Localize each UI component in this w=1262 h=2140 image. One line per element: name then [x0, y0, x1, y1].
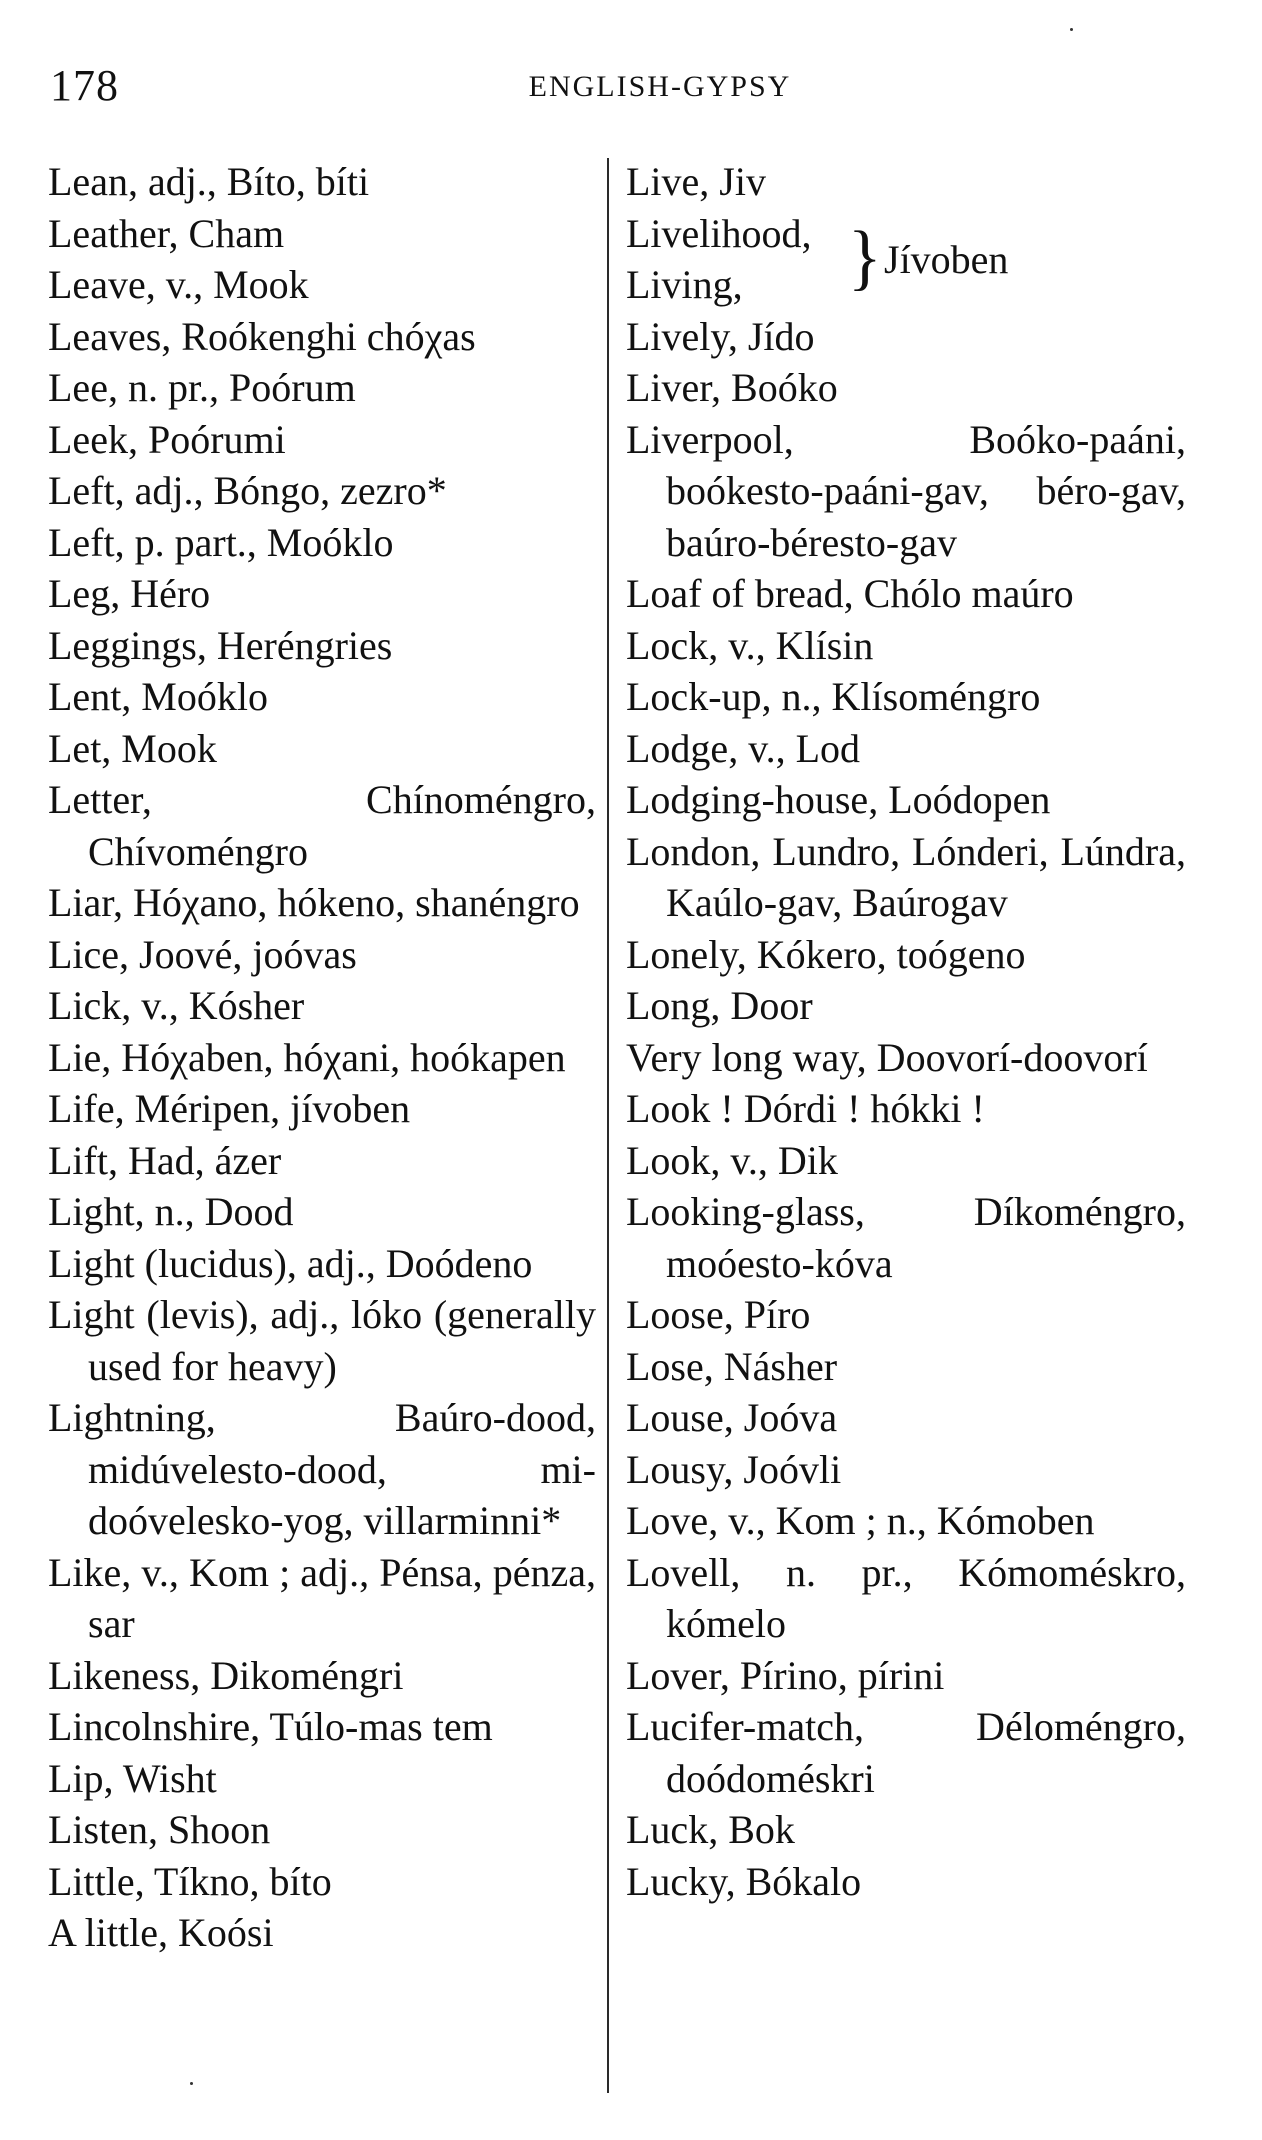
dictionary-entry: Light (levis), adj., lóko (generally used for heavy) — [48, 1292, 596, 1389]
dictionary-entry: Likeness, Dikoméngri — [48, 1652, 404, 1698]
dictionary-entry: Life, Méripen, jívoben — [48, 1086, 411, 1131]
dictionary-entry: Loaf of bread, Chólo maúro — [626, 571, 1074, 616]
dictionary-entry: Light, n., Dood — [48, 1189, 294, 1234]
dictionary-entry: Lick, v., Kósher — [48, 983, 305, 1028]
dictionary-entry: Lovell, n. pr., Kómoméskro, kómelo — [626, 1549, 1186, 1646]
left-column — [48, 156, 596, 1959]
dictionary-entry: Listen, Shoon — [48, 1807, 271, 1852]
dictionary-entry: Like, v., Kom ; adj., Pénsa, pénza, sar — [48, 1549, 596, 1646]
dictionary-entry: A little, Koósi — [48, 1910, 274, 1955]
curly-brace-icon: } — [848, 216, 882, 298]
page-number: 178 — [50, 61, 119, 110]
dictionary-entry: Lose, Násher — [626, 1343, 838, 1389]
dictionary-entry: Lousy, Joóvli — [626, 1446, 842, 1492]
running-title: ENGLISH-GYPSY — [528, 70, 792, 103]
print-speck — [190, 2082, 193, 2085]
dictionary-entry: Lucky, Bókalo — [626, 1858, 862, 1904]
dictionary-entry: Lodge, v., Lod — [626, 725, 861, 771]
dictionary-entry: Left, adj., Bóngo, zezro* — [48, 468, 447, 513]
brace-group-target: Jívoben — [884, 236, 1009, 282]
dictionary-entry: Lift, Had, ázer — [48, 1137, 282, 1183]
dictionary-entry: Live, Jiv — [626, 159, 766, 204]
dictionary-entry: Lock, v., Klísin — [626, 622, 874, 668]
dictionary-entry: Lice, Joové, joóvas — [48, 931, 357, 977]
dictionary-entry: Lightning, Baúro-dood, midúvelesto-dood, mi-doóvelesko-yog, villarminni* — [48, 1395, 596, 1543]
dictionary-entry: Loose, Píro — [626, 1292, 811, 1337]
dictionary-entry: Long, Door — [626, 983, 813, 1028]
dictionary-entry: Leg, Héro — [48, 571, 211, 616]
dictionary-entry: Leggings, Heréngries — [48, 622, 393, 668]
dictionary-entry: Look, v., Dik — [626, 1137, 838, 1183]
dictionary-entry: Love, v., Kom ; n., Kómoben — [626, 1498, 1095, 1543]
brace-group-line: Livelihood, — [626, 210, 812, 256]
dictionary-entry: Look ! Dórdi ! hókki ! — [626, 1086, 985, 1131]
dictionary-entry: Lincolnshire, Túlo-mas tem — [48, 1704, 493, 1749]
dictionary-entry: Little, Tíkno, bíto — [48, 1858, 332, 1904]
dictionary-entry: Louse, Joóva — [626, 1395, 838, 1440]
dictionary-entry: Lent, Moóklo — [48, 674, 268, 719]
dictionary-entry: Leaves, Roókenghi chóχas — [48, 313, 476, 359]
dictionary-entry: Letter, Chínoméngro, Chívoméngro — [48, 777, 596, 874]
dictionary-entry: Liverpool, Boóko-paáni, boókesto-paáni-gav, béro-gav, baúro-béresto-gav — [626, 416, 1186, 565]
dictionary-entry: Lodging-house, Loódopen — [626, 777, 1051, 822]
right-column — [626, 156, 1186, 1907]
column-divider — [607, 158, 609, 2093]
dictionary-entry: Lucifer-match, Déloméngro, doódoméskri — [626, 1704, 1186, 1801]
dictionary-entry: Lean, adj., Bíto, bíti — [48, 159, 370, 204]
dictionary-entry: Lively, Jído — [626, 313, 815, 359]
dictionary-entry: Liar, Hóχano, hókeno, shanéngro — [48, 880, 580, 925]
dictionary-entry: London, Lundro, Lónderi, Lúndra, Kaúlo-gav, Baúrogav — [626, 828, 1186, 925]
dictionary-entry: Leave, v., Mook — [48, 262, 309, 307]
brace-group-entry — [626, 208, 1186, 311]
dictionary-entry: Very long way, Doovorí-doovorí — [626, 1034, 1148, 1080]
dictionary-entry: Let, Mook — [48, 725, 217, 771]
dictionary-entry: Liver, Boóko — [626, 365, 838, 410]
dictionary-entry: Luck, Bok — [626, 1807, 795, 1852]
dictionary-entry: Leather, Cham — [48, 210, 285, 256]
dictionary-entry: Lee, n. pr., Poórum — [48, 365, 356, 410]
dictionary-entry: Looking-glass, Díkoméngro, moóesto-kóva — [626, 1189, 1186, 1286]
dictionary-entry: Light (lucidus), adj., Doódeno — [48, 1240, 533, 1286]
page-header — [0, 60, 1262, 110]
dictionary-entry: Lover, Pírino, pírini — [626, 1652, 945, 1698]
dictionary-entry: Lie, Hóχaben, hóχani, hoókapen — [48, 1034, 566, 1080]
dictionary-entry: Lock-up, n., Klísoméngro — [626, 674, 1041, 719]
dictionary-entry: Left, p. part., Moóklo — [48, 519, 394, 565]
print-speck — [1070, 28, 1073, 31]
brace-group-line: Living, — [626, 262, 743, 307]
dictionary-entry: Lip, Wisht — [48, 1755, 217, 1801]
dictionary-entry: Lonely, Kókero, toógeno — [626, 931, 1026, 977]
dictionary-entry: Leek, Poórumi — [48, 416, 286, 462]
